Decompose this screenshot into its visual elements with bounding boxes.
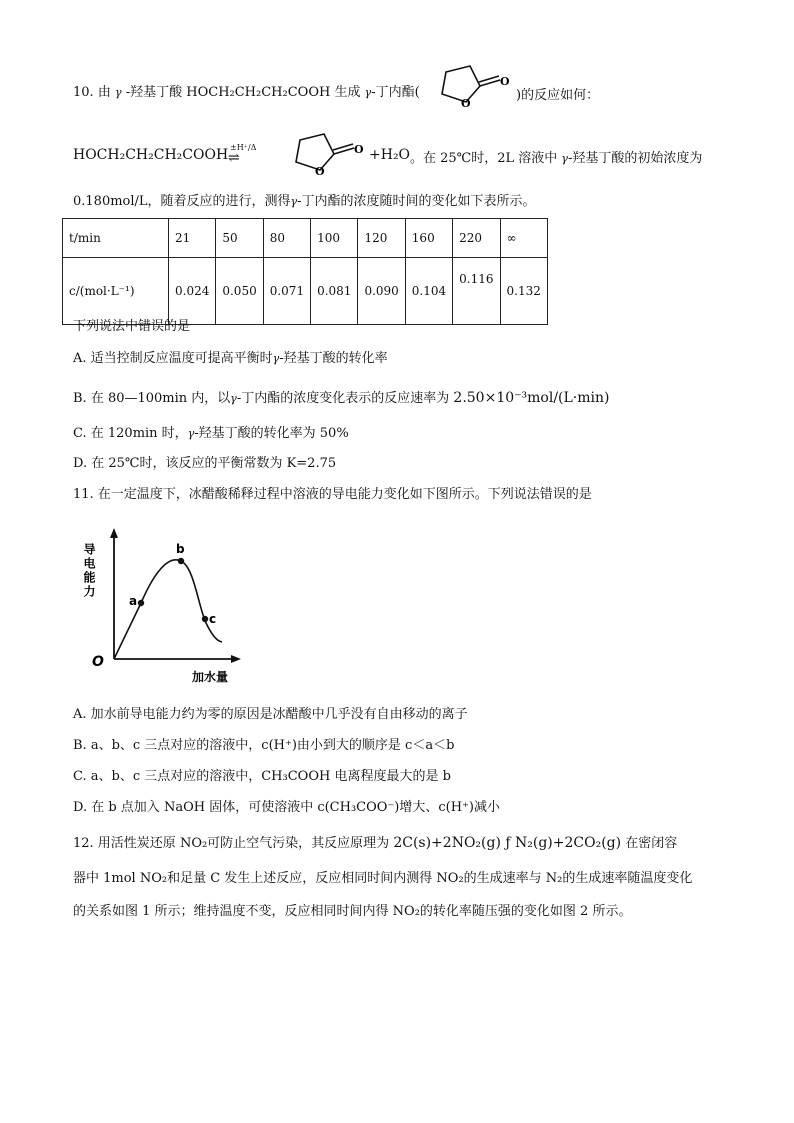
reaction-reactant: HOCH₂CH₂CH₂COOH [73,147,229,163]
table-row-time [63,219,548,258]
x-axis-label: 加水量 [192,670,229,684]
table-cell: 0.050 [216,258,263,325]
q10-option-c [73,425,349,443]
table-cell: 21 [169,219,216,258]
point-c [202,616,208,622]
q10-text: -羟基丁酸 [125,85,183,100]
gamma-symbol: γ [290,195,298,208]
equilibrium-arrow-icon: ⇌ [228,150,240,166]
table-cell: 0.081 [311,258,358,325]
y-axis-arrow-icon [110,528,118,538]
conductivity-curve [114,560,222,659]
svg-text:O: O [500,75,510,88]
q12-line3: 的关系如图 1 所示；维持温度不变，反应相同时间内得 NO₂的转化率随压强的变化如图 2 所示。 [73,904,632,919]
point-a [138,600,144,606]
table-header-time: t/min [63,219,169,258]
q11-option-c: C. a、b、c 三点对应的溶液中，CH₃COOH 电离程度最大的是 b [73,769,451,784]
option-text: -丁内酯的浓度变化表示的反应速率为 [236,391,450,406]
butyrolactone-structure [428,60,518,108]
table-cell: 100 [311,219,358,258]
gamma-symbol: γ [364,86,372,99]
option-text: B. 在 80—100min 内，以 [73,391,231,406]
table-header-concentration: c/(mol·L⁻¹) [63,258,169,325]
butyrolactone-structure [282,126,372,176]
conductivity-chart [84,525,254,690]
option-text: -羟基丁酸的转化率为 50% [194,426,349,441]
q10-text: 。在 25℃时，2L 溶液中 [410,151,558,166]
reaction-rate-value: 2.50×10⁻³mol/(L·min) [453,390,610,406]
gamma-symbol: γ [114,86,122,99]
q11-option-b: B. a、b、c 三点对应的溶液中，c(H⁺)由小到大的顺序是 c＜a＜b [73,738,455,753]
table-cell: 120 [358,219,405,258]
table-cell: 50 [216,219,263,258]
q11-stem: 11. 在一定温度下，冰醋酸稀释过程中溶液的导电能力变化如下图所示。下列说法错误的是 [73,487,592,502]
option-text: -羟基丁酸的转化率 [279,351,388,366]
table-cell: 0.132 [500,258,547,325]
q10-text: -丁内酯( [371,85,420,100]
q10-text: -羟基丁酸的初始浓度为 [567,151,703,166]
q10-line3 [73,193,536,211]
q10-option-a [73,350,388,368]
origin-label: O [92,654,104,670]
svg-text:O: O [315,165,325,178]
point-label-a: a [129,594,138,608]
gamma-symbol: γ [230,392,237,405]
q10-question: 下列说法中错误的是 [73,319,191,334]
q12-line1 [73,834,677,853]
hydroxybutyric-acid-formula: HOCH₂CH₂CH₂COOH [186,85,331,100]
q10-line1 [73,84,420,102]
option-text: A. 适当控制反应温度可提高平衡时 [73,351,273,366]
y-axis-label: 导电能力 [82,543,96,599]
q12-equation: 2C(s)+2NO₂(g) ƒ N₂(g)+2CO₂(g) [393,835,622,851]
q10-text: 生成 [334,85,361,100]
q10-number: 10. [73,85,94,100]
q10-text: -丁内酯的浓度随时间的变化如下表所示。 [297,194,536,209]
table-cell: 0.071 [263,258,310,325]
q12-line2: 器中 1mol NO₂和足量 C 发生上述反应，反应相同时间内测得 NO₂的生成速率与 N₂的生成速率随温度变化 [73,871,693,886]
q10-line2-tail [410,147,702,166]
q12-text: 12. 用活性炭还原 NO₂可防止空气污染，其反应原理为 [73,836,390,851]
gamma-symbol: γ [187,427,195,440]
reaction-condition: ±H⁺/Δ [230,143,257,152]
table-cell: 0.104 [405,258,452,325]
q10-option-d: D. 在 25℃时，该反应的平衡常数为 K=2.75 [73,456,337,471]
point-label-c: c [209,612,217,626]
x-axis-arrow-icon [231,655,241,663]
point-label-b: b [176,542,185,556]
q10-option-b [73,389,609,408]
table-cell-infinity: ∞ [500,219,547,258]
reaction-product-water: +H₂O [369,147,411,163]
gamma-symbol: γ [272,352,280,365]
gamma-symbol: γ [561,152,568,165]
q10-text: )的反应如何： [516,88,600,103]
q11-option-a: A. 加水前导电能力约为零的原因是冰醋酸中几乎没有自由移动的离子 [73,707,468,722]
q12-text: 在密闭容 [625,836,678,851]
table-cell: 220 [453,219,500,258]
option-text: C. 在 120min 时， [73,426,188,441]
q10-text: 由 [97,85,111,100]
q11-option-d: D. 在 b 点加入 NaOH 固体，可使溶液中 c(CH₃COO⁻)增大、c(H⁺)减小 [73,800,500,815]
table-cell: 0.024 [169,258,216,325]
table-cell: 80 [263,219,310,258]
table-cell: 160 [405,219,452,258]
table-cell: 0.090 [358,258,405,325]
table-cell: 0.116 [453,258,500,325]
concentration-table [62,218,548,325]
svg-text:O: O [354,143,364,156]
q10-text: 0.180mol/L，随着反应的进行，测得 [73,194,291,209]
point-b [178,558,184,564]
table-row-concentration [63,258,548,325]
svg-text:O: O [461,97,471,110]
